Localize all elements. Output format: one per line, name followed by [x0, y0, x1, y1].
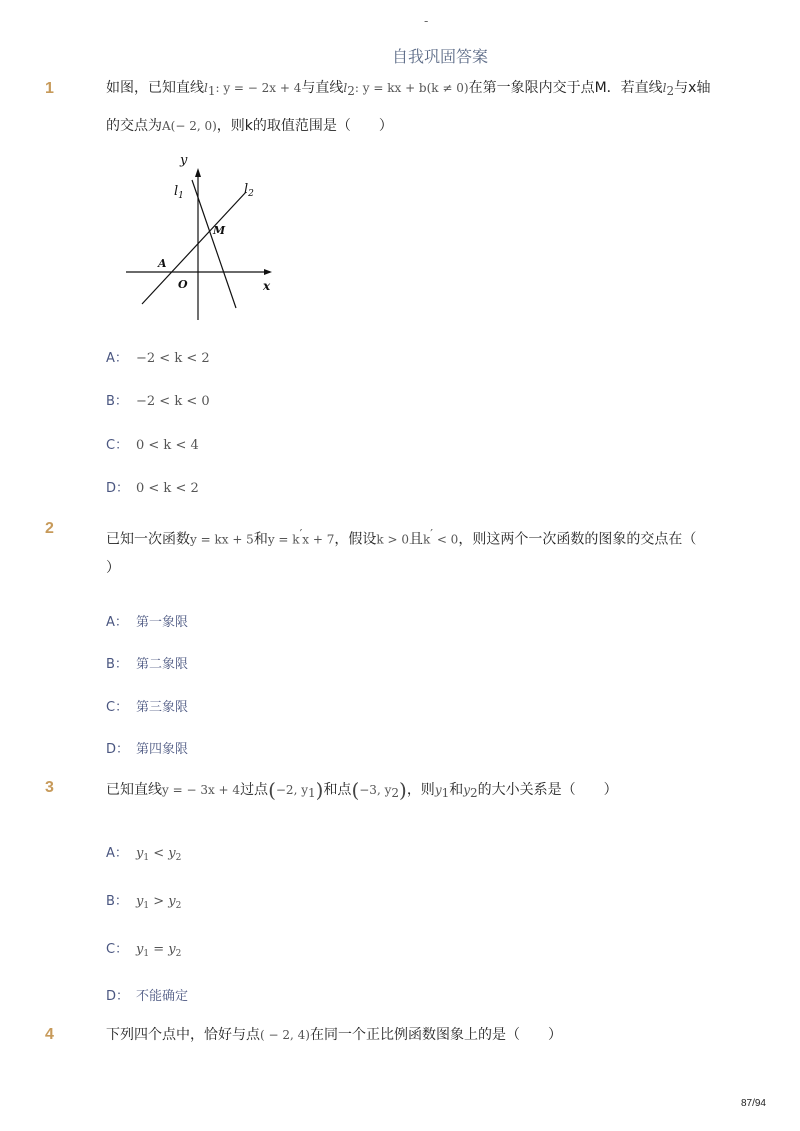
q2-text: 和: [253, 531, 268, 548]
y-axis-label: y: [180, 153, 188, 168]
q1-l2: l: [343, 81, 348, 95]
option-label: B：: [106, 657, 128, 672]
option-label: B：: [106, 394, 128, 409]
option-value: 第二象限: [136, 657, 189, 672]
q3-y1: y: [434, 783, 442, 797]
option-value: [136, 942, 181, 957]
q2-text: 已知一次函数: [106, 531, 190, 548]
q4-text: 在同一个正比例函数图象上的是（ ）: [309, 1027, 562, 1043]
q3-option-d[interactable]: [106, 985, 188, 1004]
q2-text: ，假设: [334, 531, 377, 548]
l2-label: [244, 182, 254, 199]
option-label: A：: [106, 351, 128, 366]
option-value: −2 < k < 2: [136, 351, 210, 366]
q1-l1: l: [204, 81, 208, 95]
q4-point: ( − 2, 4): [260, 1028, 310, 1042]
q3-text: 和点: [323, 782, 352, 798]
option-value: 第四象限: [136, 742, 189, 757]
q1-l2-sub: 2: [347, 84, 355, 98]
q1-option-b[interactable]: [106, 390, 210, 409]
l2-label-sub: 2: [248, 189, 254, 199]
q1-option-a[interactable]: [106, 347, 210, 366]
var-sub: 1: [143, 949, 150, 959]
q1-option-d[interactable]: [106, 477, 199, 496]
q2-eq2: y = k: [267, 532, 300, 547]
q3-text: 已知直线: [106, 782, 162, 798]
q3-point-1: −2, y: [275, 783, 308, 797]
q2-option-d[interactable]: [106, 738, 188, 757]
question-1-line-2: [106, 116, 393, 136]
q3-option-b[interactable]: [106, 890, 181, 911]
option-value: 第三象限: [136, 700, 189, 715]
q3-paren-open: (: [268, 778, 276, 802]
point-m-label: M: [213, 224, 226, 237]
question-2-line-1: [106, 524, 696, 550]
l1-label: [174, 184, 184, 201]
var-y: y: [168, 846, 176, 861]
operator: <: [149, 846, 169, 861]
q1-l1-sub: 1: [207, 84, 216, 98]
q3-y2: y: [463, 783, 471, 797]
option-label: C：: [106, 438, 129, 453]
q1-figure: [120, 150, 290, 325]
q2-prime: ′: [299, 527, 303, 541]
var-sub: 2: [175, 901, 182, 911]
q3-text: 的大小关系是（ ）: [477, 782, 618, 798]
x-axis-arrow: [264, 269, 272, 275]
option-label: A：: [106, 615, 128, 630]
q4-text: 下列四个点中，恰好与点: [106, 1027, 260, 1043]
option-label: C：: [106, 700, 129, 715]
q1-text: 如图，已知直线: [106, 80, 204, 96]
q3-option-c[interactable]: [106, 938, 181, 959]
option-value: [136, 894, 181, 909]
question-4-line-1: [106, 1025, 562, 1045]
var-sub: 2: [175, 949, 182, 959]
option-label: D：: [106, 481, 130, 496]
option-value: [136, 846, 181, 861]
option-value: 0 < k < 4: [136, 438, 199, 453]
line-l1: [192, 180, 236, 308]
q1-point-a: A(− 2, 0): [162, 119, 217, 133]
question-1-line-1: [106, 78, 710, 101]
q3-paren-open: (: [351, 778, 360, 802]
var-sub: 1: [143, 901, 150, 911]
var-y: y: [136, 942, 144, 957]
q2-cond1: k > 0: [376, 532, 409, 547]
q1-option-c[interactable]: [106, 434, 199, 453]
page-number: 87/94: [740, 1098, 766, 1109]
question-4-number: 4: [45, 1026, 54, 1043]
var-y: y: [136, 846, 144, 861]
x-axis-label: x: [263, 279, 271, 293]
operator: >: [149, 894, 169, 909]
line-l2: [142, 192, 246, 304]
q3-point-2: −3, y: [359, 783, 392, 797]
l2-label-letter: l: [244, 182, 249, 197]
operator: =: [149, 942, 169, 957]
question-2-line-2: ）: [106, 560, 120, 576]
question-2-number: 2: [45, 520, 54, 537]
point-a-label: A: [158, 257, 167, 270]
q1-text: 与直线: [301, 80, 344, 96]
option-label: B：: [106, 894, 128, 909]
option-value: −2 < k < 0: [136, 394, 210, 409]
var-y: y: [136, 894, 144, 909]
option-value: 0 < k < 2: [136, 481, 199, 496]
var-sub: 2: [175, 853, 182, 863]
option-value: 第一象限: [136, 615, 189, 630]
l1-label-letter: l: [174, 184, 179, 199]
q2-text: ，则这两个一次函数的图象的交点在（: [458, 531, 697, 548]
q3-paren-close: ): [399, 778, 407, 802]
page-title: 自我巩固答案: [391, 47, 488, 66]
q3-y2-sub: 2: [470, 786, 478, 800]
q2-prime: ′: [430, 527, 433, 541]
question-1-number: 1: [45, 80, 54, 97]
var-sub: 1: [143, 853, 150, 863]
q1-eq1: : y = − 2x + 4: [215, 81, 302, 95]
q1-l3-sub: 2: [666, 84, 675, 98]
var-y: y: [168, 894, 176, 909]
q3-option-a[interactable]: [106, 842, 181, 863]
q2-option-a[interactable]: [106, 611, 188, 630]
y-axis-arrow: [195, 168, 201, 177]
header-dash: -: [424, 14, 429, 28]
q3-paren-close: ): [315, 778, 324, 802]
q1-text: 与x轴: [674, 80, 711, 96]
option-label: D：: [106, 742, 130, 757]
q3-point-2-sub: 2: [391, 786, 399, 800]
q2-text: 且: [408, 531, 423, 548]
q1-l3: l: [662, 81, 667, 95]
q3-eq: y = − 3x + 4: [162, 783, 241, 797]
question-3-line-1: [106, 780, 618, 803]
q3-text: 过点: [240, 782, 269, 798]
q1-text: 在第一象限内交于点M．若直线: [468, 80, 663, 96]
q2-eq1: y = kx + 5: [190, 532, 254, 547]
option-label: C：: [106, 942, 129, 957]
origin-label: O: [178, 278, 188, 291]
q2-eq2-rest: x + 7: [302, 532, 335, 547]
question-3-number: 3: [45, 779, 54, 796]
option-value: 不能确定: [136, 989, 189, 1004]
q1-eq2: : y = kx + b(k ≠ 0): [354, 81, 469, 95]
q3-y1-sub: 1: [441, 786, 450, 800]
q3-text: ，则: [406, 782, 435, 798]
q1-text: 的交点为: [106, 118, 162, 134]
q2-cond2-rest: < 0: [433, 532, 459, 547]
var-y: y: [168, 942, 176, 957]
q3-text: 和: [449, 782, 464, 798]
q2-cond2: k: [422, 532, 431, 547]
l1-label-sub: 1: [178, 191, 184, 201]
option-label: A：: [106, 846, 128, 861]
q2-option-c[interactable]: [106, 696, 188, 715]
q2-option-b[interactable]: [106, 653, 188, 672]
q3-point-1-sub: 1: [307, 786, 316, 800]
q1-text: ，则k的取值范围是（ ）: [216, 118, 393, 134]
option-label: D：: [106, 989, 130, 1004]
